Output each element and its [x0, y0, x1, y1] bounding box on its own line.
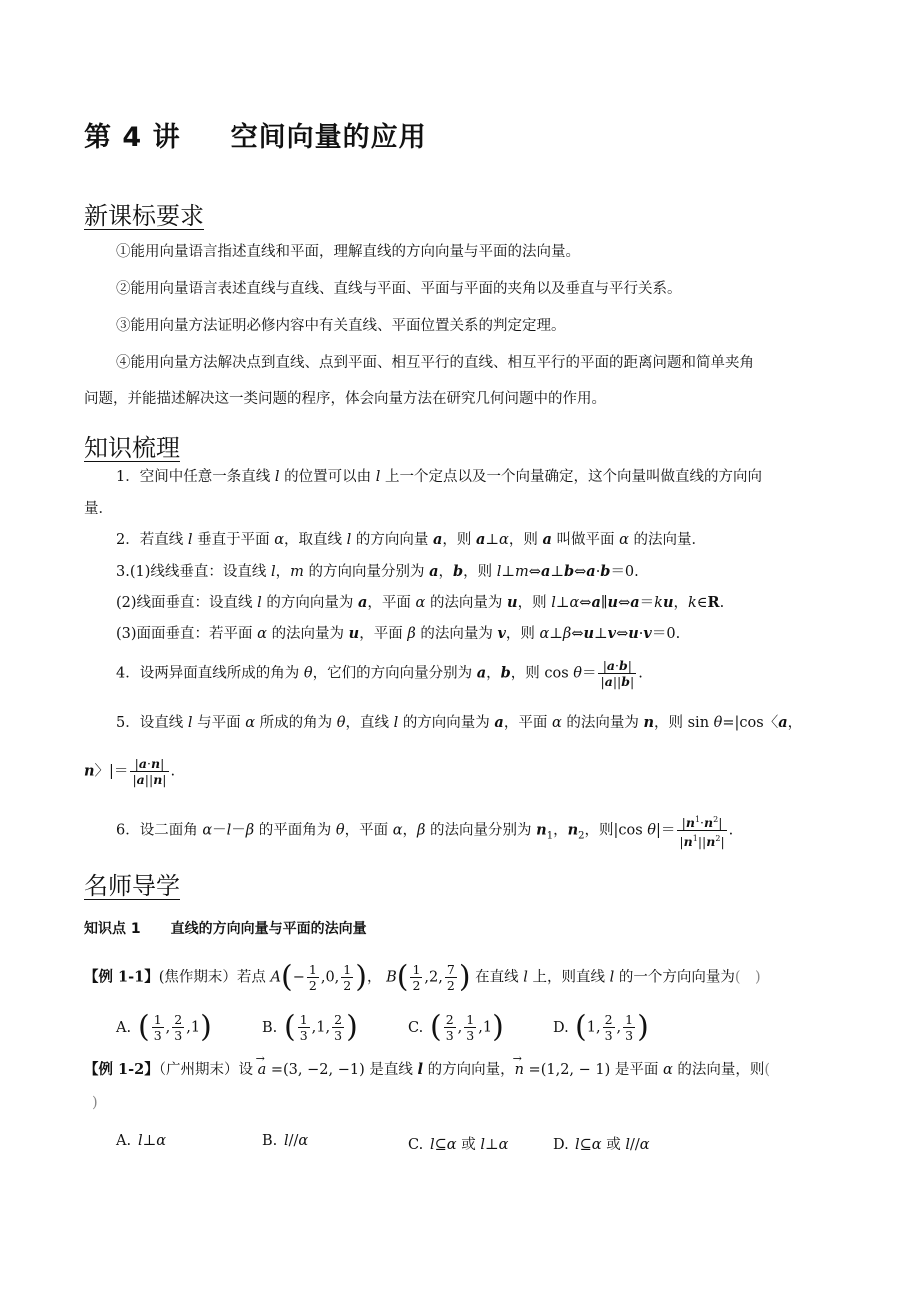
example-1-2-option-a: A. l⊥α [116, 1133, 167, 1149]
knowledge-point-1: 知识点 1 直线的方向向量与平面的法向量 [84, 921, 367, 937]
knowledge-item-3-2: (2)线面垂直：设直线 l 的方向向量为 a，平面 α 的法向量为 u，则 l⊥α⇔a∥u⇔a＝ku，k∈R. [116, 594, 725, 611]
example-1-2-option-b: B. l//α [262, 1133, 309, 1149]
knowledge-item-2: 2．若直线 l 垂直于平面 α，取直线 l 的方向向量 a，则 a⊥α，则 a 叫做平面 α 的法向量． [116, 531, 706, 548]
example-1-2-tag: 【例 1-2】 [84, 1061, 159, 1078]
example-1-1-option-a: A. ( $\frac{1}{3}$ , $\frac{2}{3}$ ,1) [116, 1009, 212, 1045]
knowledge-item-5-cont: n〉|＝ $\frac{|a\cdot n|}{|a||n|}$ . [84, 756, 176, 787]
section-heading-guide: 名师导学 [84, 872, 180, 900]
section-heading-knowledge: 知识梳理 [84, 434, 180, 462]
knowledge-item-1: 1．空间中任意一条直线 l 的位置可以由 l 上一个定点以及一个向量确定，这个向量叫做直线的方向向 [116, 469, 762, 485]
answer-blank-close: ) [92, 1095, 98, 1111]
requirement-4-cont: 问题，并能描述解决这一类问题的程序，体会向量方法在研究几何问题中的作用。 [84, 391, 606, 407]
fraction-dihedral: $\frac{|n^1\cdot n^2|}{|n^1||n^2|}$ [677, 812, 726, 849]
example-1-1-option-b: B. ( $\frac{1}{3}$ ,1, $\frac{2}{3}$ ) [262, 1009, 358, 1045]
example-1-1-option-d: D. (1, $\frac{2}{3}$ , $\frac{1}{3}$ ) [553, 1009, 649, 1045]
requirement-4: ④能用向量方法解决点到直线、点到平面、相互平行的直线、相互平行的平面的距离问题和简单夹角 [116, 355, 754, 371]
knowledge-item-3-1: 3.(1)线线垂直：设直线 l，m 的方向向量分别为 a，b，则 l⊥m⇔a⊥b⇔a·b＝0. [116, 563, 639, 580]
example-1-1-tag: 【例 1-1】 [84, 968, 159, 986]
section-heading-requirements: 新课标要求 [84, 202, 204, 230]
requirement-1: ①能用向量语言指述直线和平面，理解直线的方向向量与平面的法向量。 [116, 244, 580, 260]
example-1-2-option-d: D. l⊆α 或 l//α [553, 1137, 650, 1153]
knowledge-item-1-cont: 量． [84, 501, 113, 517]
lecture-title [84, 115, 427, 154]
example-1-2-option-c: C. l⊆α 或 l⊥α [408, 1137, 509, 1153]
knowledge-item-4: 4．设两异面直线所成的角为 θ，它们的方向向量分别为 a，b，则 cos θ＝ $\frac{|a\cdot b|}{|a||b|}$ . [116, 658, 643, 689]
knowledge-item-5: 5．设直线 l 与平面 α 所成的角为 θ，直线 l 的方向向量为 a，平面 α 的法向量为 n，则 sin θ=|cos〈a， [116, 714, 803, 731]
lecture-number: 第 4 讲 [84, 122, 181, 153]
example-1-2: 【例 1-2】（广州期末）设 → a =(3, −2, −1) 是直线 l 的方向向量，→ n =(1,2, − 1) 是平面 α 的法向量，则( [84, 1060, 770, 1080]
lecture-topic: 空间向量的应用 [230, 122, 427, 153]
example-1-1: 【例 1-1】(焦作期末）若点 A(− $\frac{1}{2}$ ,0, $\frac{1}{2}$ )， B( $\frac{1}{2}$ ,2, $\frac{7}{2}$ ) 在直线 l 上，则直线 l 的一个方向向量为( ) [84, 959, 761, 995]
example-1-1-option-c: C. ( $\frac{2}{3}$ , $\frac{1}{3}$ ,1) [408, 1009, 504, 1045]
knowledge-item-6: 6．设二面角 α－l－β 的平面角为 θ，平面 α，β 的法向量分别为 $n_1$，$n_2$，则|cos θ|＝ $\frac{|n^1\cdot n^2|}{|n^1||n^2|}$ . [116, 812, 733, 849]
fraction-cos-lines: $\frac{|a\cdot b|}{|a||b|}$ [600, 658, 635, 689]
fraction-sin-line-plane: $\frac{|a\cdot n|}{|a||n|}$ [132, 756, 167, 787]
answer-blank: ( ) [734, 969, 761, 986]
requirement-2: ②能用向量语言表述直线与直线、直线与平面、平面与平面的夹角以及垂直与平行关系。 [116, 281, 682, 297]
knowledge-item-3-3: (3)面面垂直：若平面 α 的法向量为 u，平面 β 的法向量为 v，则 α⊥β⇔u⊥v⇔u·v＝0. [116, 625, 681, 642]
requirement-3: ③能用向量方法证明必修内容中有关直线、平面位置关系的判定定理。 [116, 318, 566, 334]
